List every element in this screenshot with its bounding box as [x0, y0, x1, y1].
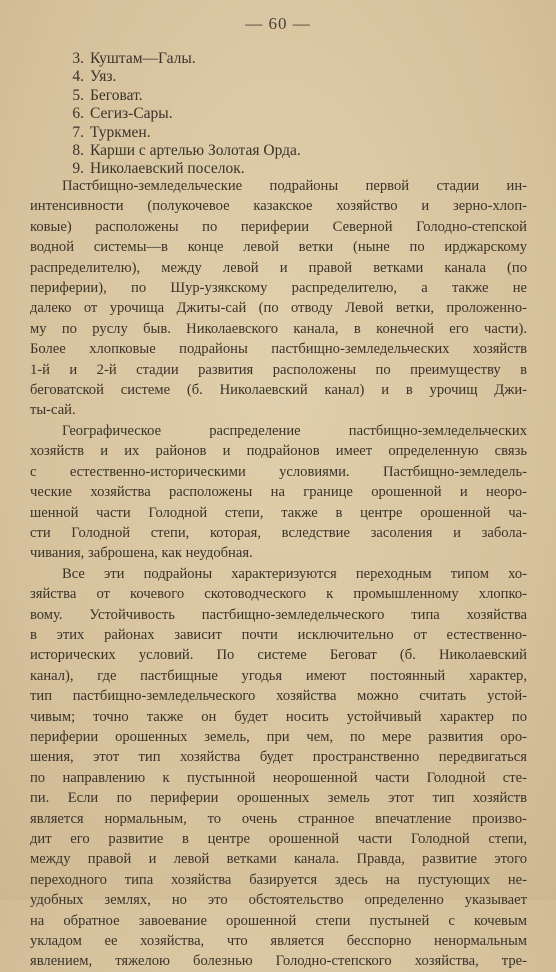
text-line: сти Голодной степи, которая, вследствие засоления и забола- — [30, 524, 527, 541]
body-text — [30, 176, 527, 972]
text-line: между правой и левой ветками канала. Правда, развитие этого — [30, 851, 527, 868]
paragraph — [30, 176, 527, 421]
text-line: чивым; точно также он будет носить устойчивый характер по — [30, 708, 527, 725]
list-item-text: Сегиз-Сары. — [90, 105, 173, 123]
text-line: пи. Если по периферии орошенных земель этот тип хозяйств — [30, 790, 527, 807]
list-item-text: Уяз. — [90, 68, 117, 86]
text-line: распределителю), между левой и правой ветками канала (по — [30, 259, 527, 276]
text-line: дит его развитие в центре орошенной части Голодной степи, — [30, 831, 527, 847]
text-line: явлением, тяжелою болезнью Голодно-степского хозяйства, тре- — [30, 953, 527, 970]
text-line: далеко от урочища Джиты-сай (по отводу Левой ветки, проложенно- — [30, 300, 527, 317]
text-line: с естественно-историческими условиями. Пастбищно-земледель- — [30, 463, 527, 480]
list-item-text: Беговат. — [90, 86, 143, 104]
list-item-text: Карши с артелью Золотая Орда. — [90, 142, 301, 160]
text-line: переходного типа хозяйства базируется здесь на пустующих не- — [30, 871, 527, 888]
text-line: Пастбищно-земледельческие подрайоны первой стадии ин- — [62, 178, 527, 194]
text-line: по направлению к пустынной неорошенной части Голодной сте- — [30, 769, 527, 786]
list-item-number: 7. — [72, 123, 84, 141]
text-line: 1-й и 2-й стадии развития расположены по преимуществу в — [30, 361, 527, 378]
text-line: вому. Устойчивость пастбищно-земледельческого типа хозяйства — [30, 606, 527, 623]
list-item — [60, 68, 301, 86]
text-line: канал), где пастбищные угодья имеют постоянный характер, — [30, 667, 527, 684]
text-line: периферии орошенных земель, при чем, по мере развития оро- — [30, 728, 527, 745]
list-item-number: 3. — [72, 50, 84, 67]
list-item-number: 8. — [72, 142, 84, 160]
list-item — [60, 124, 301, 142]
list-item — [60, 105, 301, 123]
text-line: в этих районах зависит почти исключительно от естественно- — [30, 626, 527, 643]
text-line: шения, этот тип хозяйства будет пространственно передвигаться — [30, 749, 527, 766]
text-line: Все эти подрайоны характеризуются переходным типом хо- — [62, 565, 527, 582]
text-line: Географическое распределение пастбищно-земледельческих — [62, 422, 527, 439]
list-item-text: Куштам—Галы. — [90, 50, 196, 67]
text-line: ковые) расположены по периферии Северной Голодно-степской — [30, 218, 527, 235]
paragraph — [30, 421, 527, 564]
text-line: хозяйств и их районов и подрайонов имеет определенную связь — [30, 443, 527, 460]
list-item — [60, 50, 301, 68]
text-line: водной системы—в конце левой ветки (ныне по ирджарскому — [30, 239, 527, 256]
text-line: укладом ее хозяйства, что является бесспорно ненормальным — [30, 933, 527, 950]
text-line: удобных землях, но это обстоятельство определенно указывает — [30, 892, 527, 909]
list-item-number: 5. — [72, 86, 84, 104]
text-line: чивания, заброшена, как неудобная. — [30, 545, 253, 562]
text-line: тип пастбищно-земледельческого хозяйства можно считать устой- — [30, 688, 527, 705]
text-line: беговатской системе (б. Николаевский канал) и в урочищ Джи- — [30, 382, 527, 399]
text-line: Более хлопковые подрайоны пастбищно-земледельческих хозяйств — [30, 341, 527, 358]
list-item-number: 9. — [72, 160, 84, 178]
text-line: исторических условий. По системе Беговат (б. Николаевский — [30, 647, 527, 664]
text-line: ты-сай. — [30, 402, 76, 419]
text-line: ческие хозяйства расположены на границе орошенной и неоро- — [30, 484, 527, 501]
text-line: интенсивности (полукочевое казакское хозяйство и зерно-хлоп- — [30, 198, 527, 215]
list-item-number: 6. — [72, 105, 84, 123]
text-line: зяйства от кочевого скотоводческого к промышленному хлопко- — [30, 586, 527, 603]
page-number: — 60 — — [245, 14, 311, 33]
list-item — [60, 87, 301, 105]
text-line: шенной части Голодной степи, также в центре орошенной ча- — [30, 504, 527, 521]
list-item-number: 4. — [72, 68, 84, 86]
text-line: является нормальным, то очень странное впечатление произво- — [30, 810, 527, 827]
list-item-text: Николаевский поселок. — [90, 160, 245, 178]
text-line: на обратное завоевание орошенной степи пустыней с кочевым — [30, 912, 527, 929]
text-line: му по руслу быв. Николаевского канала, в конечной его части). — [30, 320, 527, 337]
numbered-list — [60, 50, 301, 179]
text-line: периферии), по Шур-узякскому распределителю, а также не — [30, 280, 527, 297]
paragraph — [30, 564, 527, 972]
list-item-text: Туркмен. — [90, 123, 151, 141]
list-item — [60, 142, 301, 160]
